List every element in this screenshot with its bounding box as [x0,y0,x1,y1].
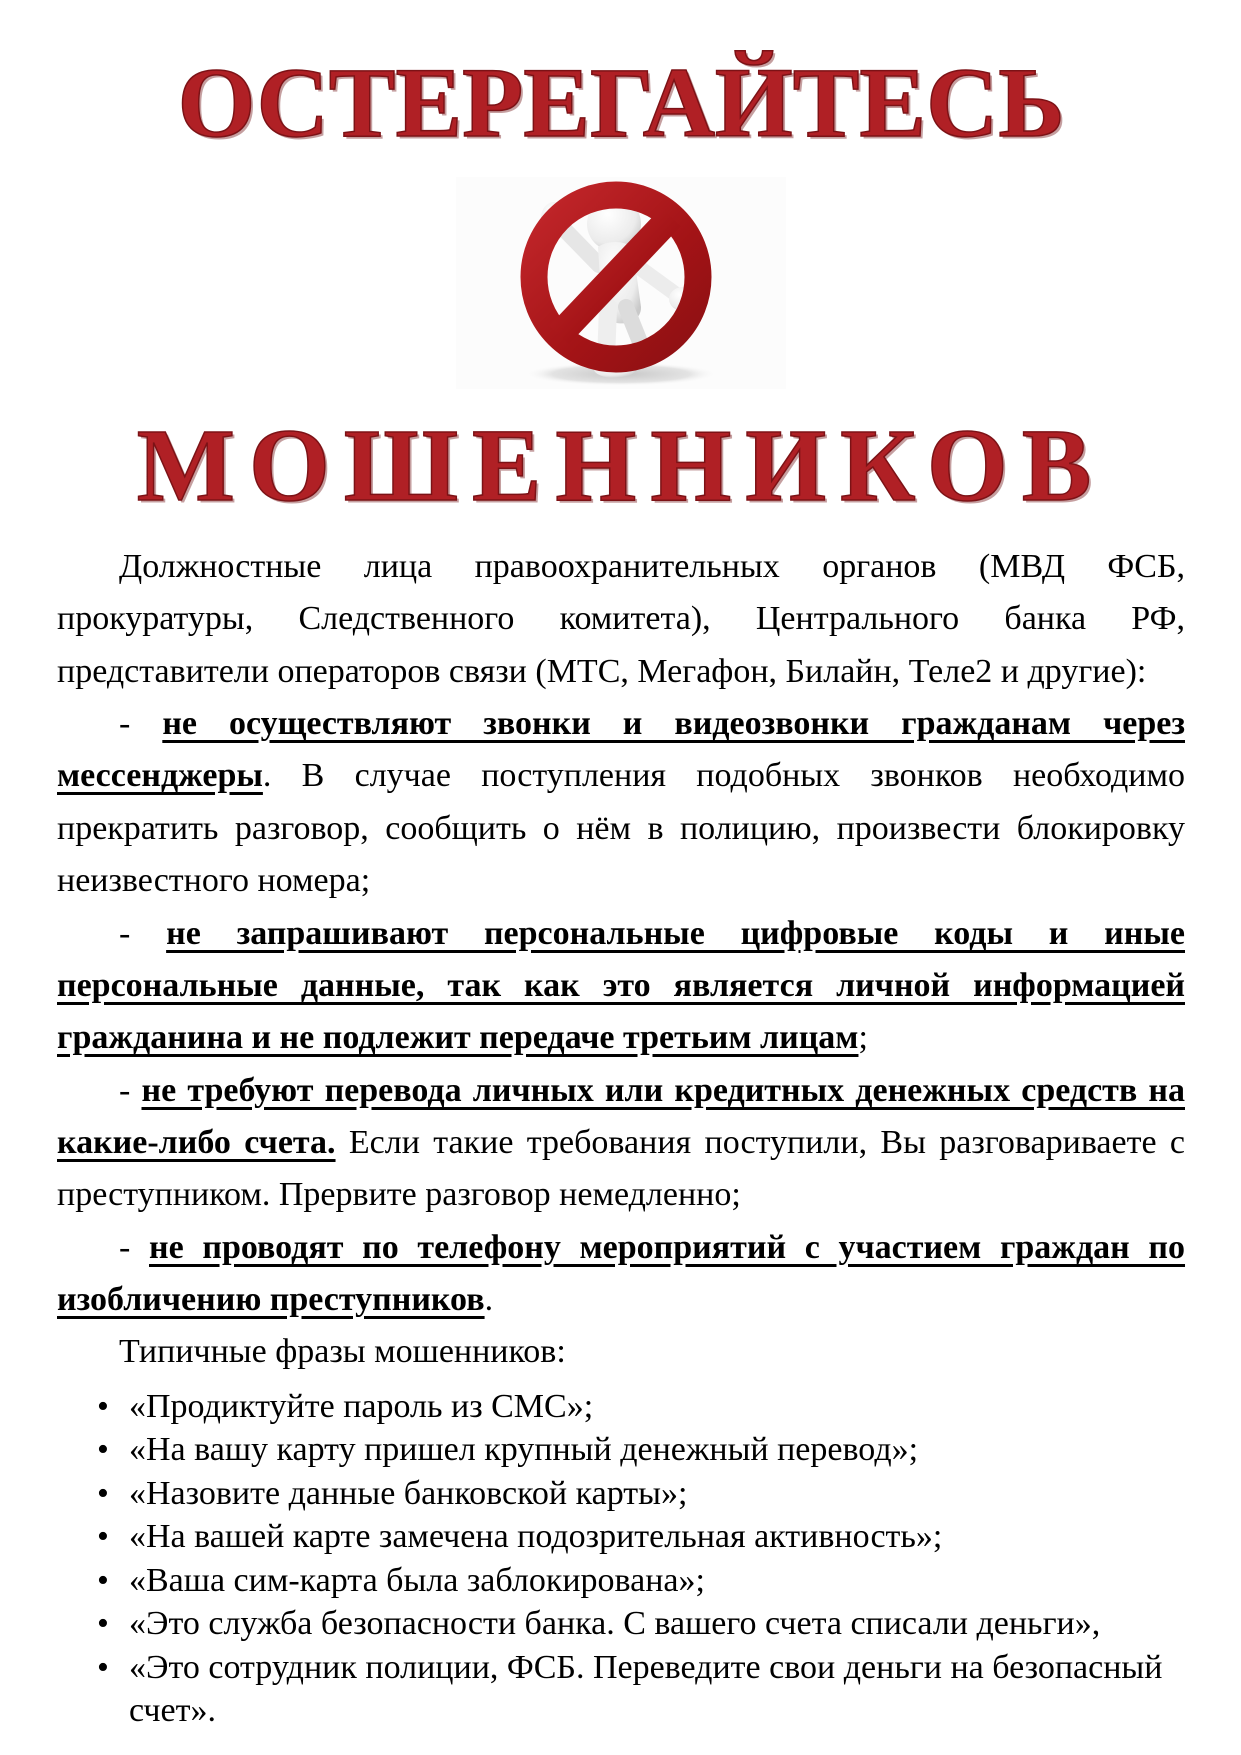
phrase-item: • «Назовите данные банковской карты»; [95,1472,1185,1516]
page-title: ОСТЕРЕГАЙТЕСЬ [177,47,1065,158]
paragraph: - не требуют перевода личных или кредитных денежных средств на какие-либо счета. Если такие требования поступили, Вы разговариваете с преступником. Прервите разговор немедленно; [57,1071,1185,1214]
phrase-item: • «Ваша сим-карта была заблокирована»; [95,1559,1185,1603]
phrase-item: • «На вашей карте замечена подозрительная активность»; [95,1515,1185,1559]
paragraph: - не запрашивают персональные цифровые коды и иные персональные данные, так как это является личной информацией гражданина и не подлежит передаче третьим лицам; [57,914,1185,1057]
body-text [57,541,1185,1733]
phrase-item: • «Продиктуйте пароль из СМС»; [95,1385,1185,1429]
paragraphs [57,541,1185,1379]
paragraph: - не проводят по телефону мероприятий с участием граждан по изобличению преступников. [57,1228,1186,1319]
phrase-item: • «Это служба безопасности банка. С вашего счета списали деньги», [95,1602,1185,1646]
page-subtitle: МОШЕННИКОВ [136,408,1106,523]
paragraph: - не осуществляют звонки и видеозвонки гражданам через мессенджеры. В случае поступления подобных звонков необходимо прекратить разговор, сообщить о нём в полицию, произвести блокировку неизвестного номера; [57,705,1185,900]
phrase-item: • «Это сотрудник полиции, ФСБ. Переведите свои деньги на безопасный счет». [95,1646,1185,1733]
phrases-heading: Типичные фразы мошенников: [119,1333,566,1371]
phrase-item: • «На вашу карту пришел крупный денежный перевод»; [95,1428,1185,1472]
phrases-list [57,1385,1185,1733]
paragraph: Должностные лица правоохранительных органов (МВД ФСБ, прокуратуры, Следственного комитета), Центрального банка РФ, представители операторов связи (МТС, Мегафон, Билайн, Теле2 и другие): [57,548,1185,690]
no-scammers-image [57,177,1185,389]
prohibition-sign-icon [456,177,786,389]
